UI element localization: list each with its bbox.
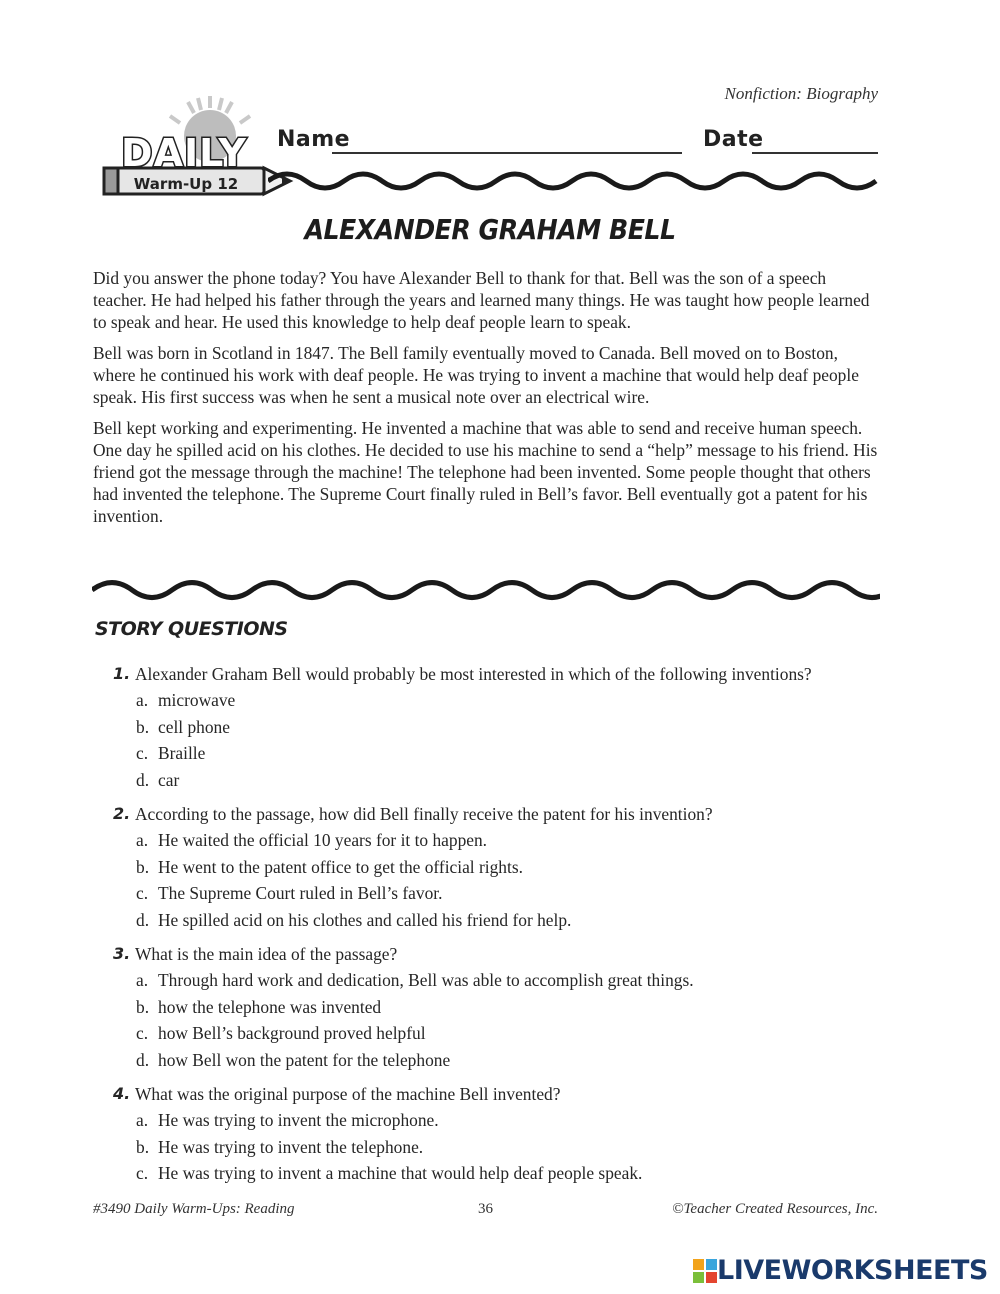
option-text: how the telephone was invented — [158, 996, 382, 1017]
question-4 — [113, 1081, 893, 1187]
option-letter: a. — [136, 690, 149, 710]
question-number: 1. — [113, 664, 131, 683]
answer-option[interactable] — [113, 854, 893, 881]
question-text: What is the main idea of the passage? — [135, 944, 398, 964]
option-letter: a. — [136, 970, 149, 990]
option-letter: a. — [136, 1110, 149, 1130]
option-letter: b. — [136, 716, 150, 737]
questions-heading: STORY QUESTIONS — [95, 618, 288, 640]
option-text: car — [158, 769, 180, 790]
question-text: Alexander Graham Bell would probably be most interested in which of the following inventions? — [135, 664, 812, 684]
option-letter: d. — [136, 769, 150, 790]
question-text: What was the original purpose of the machine Bell invented? — [135, 1084, 561, 1104]
answer-option[interactable] — [113, 767, 893, 794]
option-text: He was trying to invent the microphone. — [158, 1110, 439, 1130]
liveworksheets-logo[interactable] — [693, 1255, 988, 1286]
option-letter: b. — [136, 1136, 150, 1157]
answer-option[interactable] — [113, 967, 893, 994]
option-letter: c. — [136, 743, 149, 763]
logo-word: DAILY — [121, 131, 247, 175]
header-wave-divider — [268, 170, 880, 192]
option-text: He was trying to invent the telephone. — [158, 1136, 424, 1157]
option-letter: d. — [136, 909, 150, 930]
question-1 — [113, 661, 893, 793]
option-text: Braille — [158, 743, 206, 763]
option-letter: a. — [136, 830, 149, 850]
questions-list — [113, 661, 893, 1195]
answer-option[interactable] — [113, 994, 893, 1021]
question-3 — [113, 941, 893, 1073]
liveworksheets-blocks-icon — [693, 1259, 717, 1283]
passage-paragraph: Did you answer the phone today? You have Alexander Bell to thank for that. Bell was the son of a speech teacher. He had helped his father through the years and learned many things. He was taught how people learned to speak and hear. He used this knowledge to help deaf people learn to speak. — [93, 268, 870, 332]
answer-option[interactable] — [113, 1107, 893, 1134]
answer-option[interactable] — [113, 714, 893, 741]
answer-option[interactable] — [113, 687, 893, 714]
name-label: Name — [277, 127, 351, 152]
footer-copyright: ©Teacher Created Resources, Inc. — [672, 1201, 878, 1217]
answer-option[interactable] — [113, 1160, 893, 1187]
option-text: how Bell’s background proved helpful — [158, 1023, 426, 1043]
option-letter: b. — [136, 856, 150, 877]
page-number: 36 — [478, 1201, 493, 1217]
option-text: how Bell won the patent for the telephone — [158, 1049, 451, 1070]
answer-option[interactable] — [113, 907, 893, 934]
answer-option[interactable] — [113, 1134, 893, 1161]
name-field[interactable] — [332, 152, 682, 154]
option-letter: b. — [136, 996, 150, 1017]
option-letter: c. — [136, 883, 149, 903]
date-label: Date — [703, 127, 764, 152]
option-letter: d. — [136, 1049, 150, 1070]
question-number: 4. — [113, 1084, 131, 1103]
option-letter: c. — [136, 1163, 149, 1183]
answer-option[interactable] — [113, 1020, 893, 1047]
option-text: microwave — [158, 690, 236, 710]
option-text: He went to the patent office to get the official rights. — [158, 856, 523, 877]
option-text: He was trying to invent a machine that would help deaf people speak. — [158, 1163, 643, 1183]
option-text: He spilled acid on his clothes and called his friend for help. — [158, 909, 572, 930]
question-number: 3. — [113, 944, 131, 963]
footer-book-title: #3490 Daily Warm-Ups: Reading — [93, 1201, 295, 1217]
liveworksheets-wordmark: LIVEWORKSHEETS — [717, 1255, 988, 1286]
question-2 — [113, 801, 893, 933]
date-field[interactable] — [752, 152, 878, 154]
question-number: 2. — [113, 804, 131, 823]
question-text: According to the passage, how did Bell finally receive the patent for his invention? — [135, 804, 713, 824]
logo-subtitle: Warm-Up 12 — [133, 175, 239, 193]
option-letter: c. — [136, 1023, 149, 1043]
section-wave-divider — [92, 578, 880, 602]
answer-option[interactable] — [113, 1047, 893, 1074]
passage-paragraph: Bell kept working and experimenting. He invented a machine that was able to send and receive human speech. One day he spilled acid on his clothes. He decided to use his machine to send a “help” message to his friend. His friend got the message through the machine! The telephone had been invented. Some people thought that others had invented the telephone. The Supreme Court finally ruled in Bell’s favor. Bell eventually got a patent for his invention. — [93, 418, 878, 526]
page-title: ALEXANDER GRAHAM BELL — [304, 213, 676, 246]
option-text: He waited the official 10 years for it to happen. — [158, 830, 488, 850]
option-text: The Supreme Court ruled in Bell’s favor. — [158, 883, 443, 903]
genre-label: Nonfiction: Biography — [724, 84, 878, 103]
answer-option[interactable] — [113, 740, 893, 767]
answer-option[interactable] — [113, 827, 893, 854]
option-text: cell phone — [158, 716, 230, 737]
option-text: Through hard work and dedication, Bell was able to accomplish great things. — [158, 970, 694, 990]
passage-paragraph: Bell was born in Scotland in 1847. The Bell family eventually moved to Canada. Bell moved on to Boston, where he continued his work with deaf people. He was trying to invent a machine that would help deaf people speak. His first success was when he sent a musical note over an electrical wire. — [93, 343, 859, 407]
answer-option[interactable] — [113, 880, 893, 907]
passage — [93, 267, 883, 536]
